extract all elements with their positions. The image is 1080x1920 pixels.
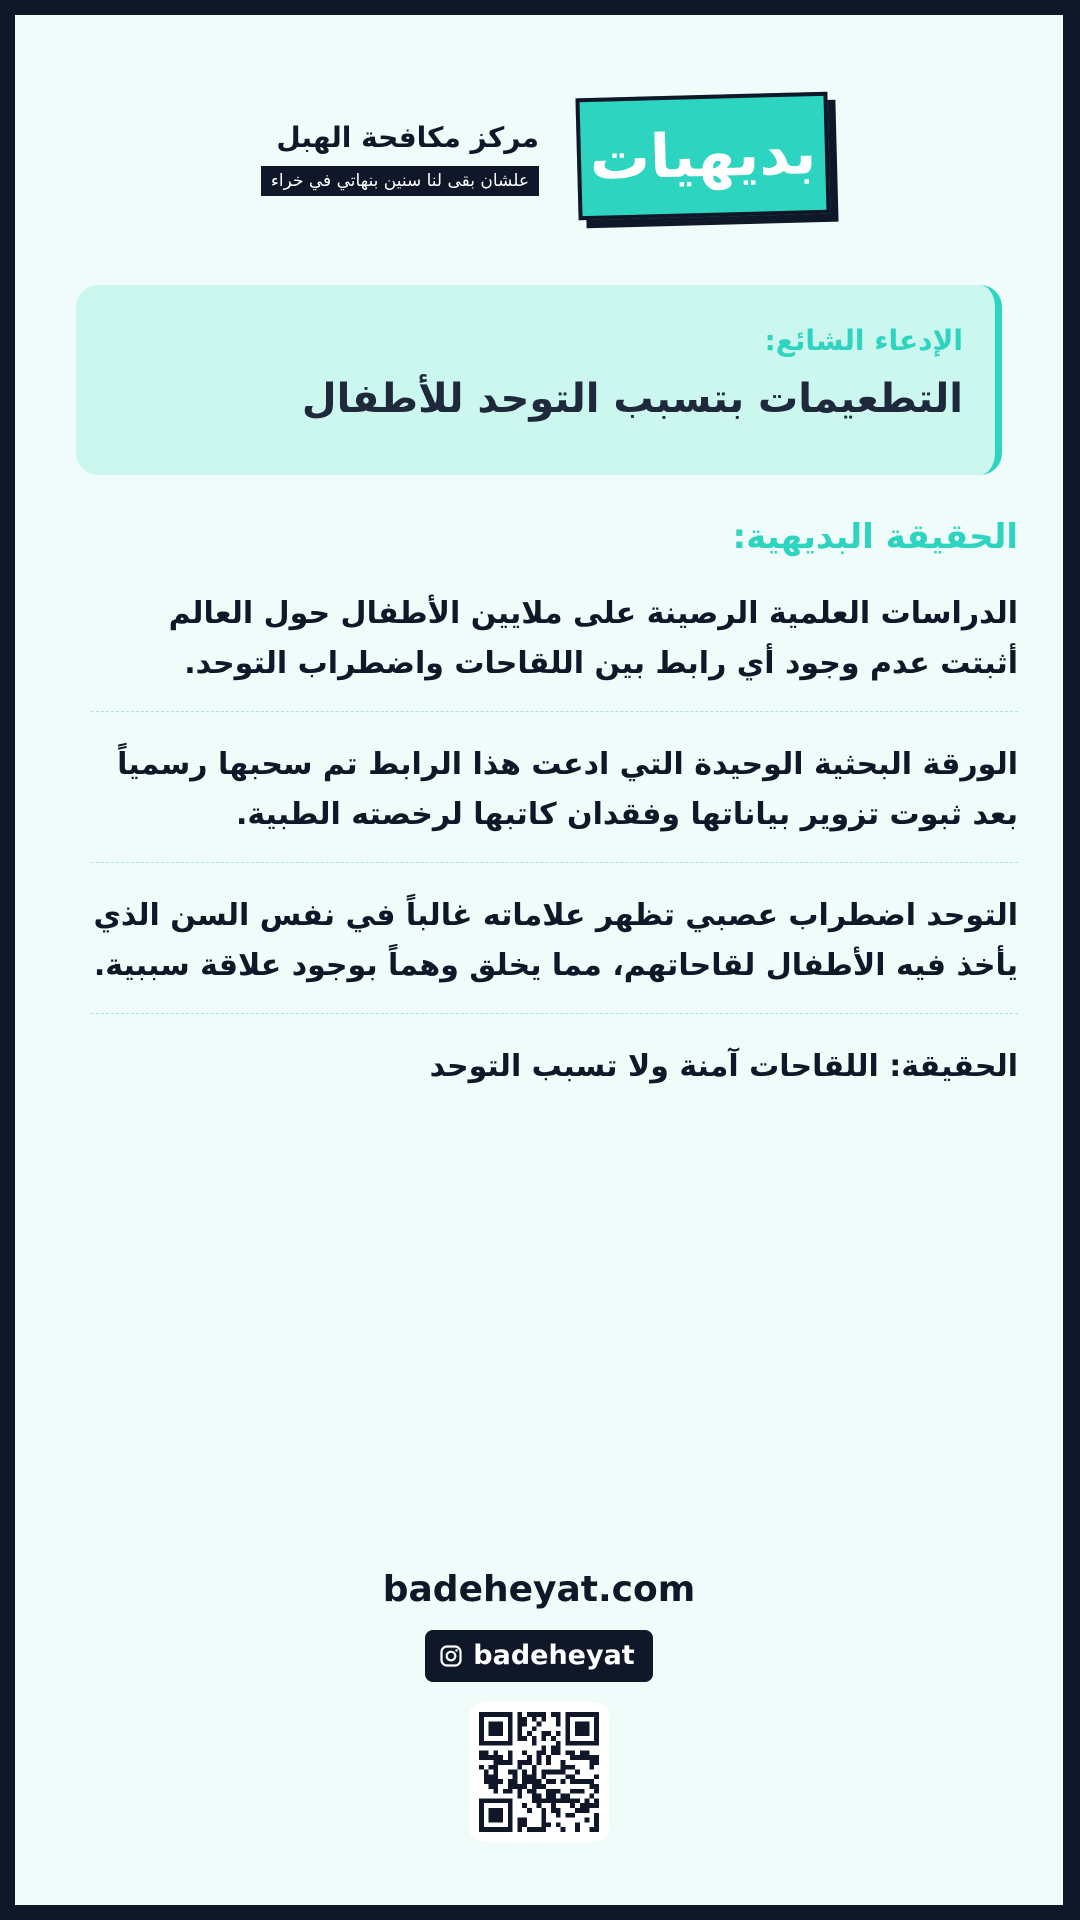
truth-point: الورقة البحثية الوحيدة التي ادعت هذا الرابط تم سحبها رسمياً بعد ثبوت تزوير بياناتها وفقدان كاتبها لرخصته الطبية. xyxy=(91,730,1018,863)
instagram-badge[interactable] xyxy=(425,1630,652,1682)
claim-label: الإدعاء الشائع: xyxy=(764,324,963,357)
instagram-icon xyxy=(439,1644,463,1668)
footer xyxy=(15,1567,1063,1842)
infographic-card xyxy=(15,15,1063,1905)
truth-point: الدراسات العلمية الرصينة على ملايين الأطفال حول العالم أثبتت عدم وجود أي رابط بين اللقاحات واضطراب التوحد. xyxy=(91,579,1018,712)
website-link[interactable]: badeheyat.com xyxy=(382,1569,696,1610)
claim-box xyxy=(76,285,1002,475)
truth-conclusion: الحقيقة: اللقاحات آمنة ولا تسبب التوحد xyxy=(429,1049,1018,1085)
claim-text: التطعيمات بتسبب التوحد للأطفال xyxy=(301,376,963,423)
org-name: مركز مكافحة الهبل xyxy=(276,121,539,154)
org-block xyxy=(261,120,539,196)
brand-logo-text: بديهيات xyxy=(588,118,818,194)
qr-code[interactable] xyxy=(469,1702,609,1842)
tagline-badge: علشان بقى لنا سنين بنهاتي في خراء xyxy=(261,166,539,196)
brand-logo xyxy=(577,95,837,225)
truth-point: التوحد اضطراب عصبي تظهر علاماته غالباً في نفس السن الذي يأخذ فيه الأطفال لقاحاتهم، مما يخلق وهماً بوجود علاقة سببية. xyxy=(91,881,1018,1014)
truth-heading: الحقيقة البديهية: xyxy=(732,517,1018,557)
qr-code-icon xyxy=(479,1712,599,1832)
instagram-handle: badeheyat xyxy=(473,1640,635,1672)
truth-section xyxy=(91,515,1018,1132)
